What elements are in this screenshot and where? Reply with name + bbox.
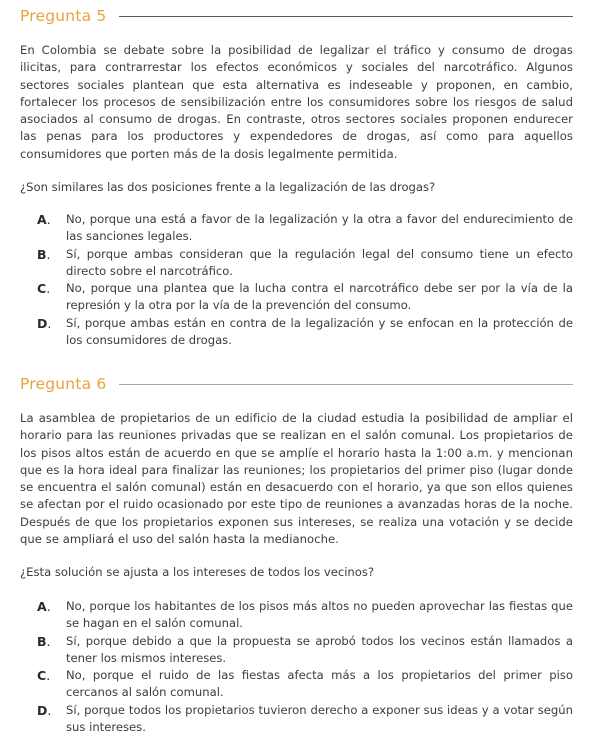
option-text: Sí, porque ambas están en contra de la legalización y se enfocan en la protección de los consumidores de drogas. [66, 315, 573, 348]
option-letter: B. [37, 633, 51, 649]
option-letter: A. [37, 212, 51, 227]
option-text: No, porque una está a favor de la legalización y la otra a favor del endurecimiento de las sanciones legales. [66, 212, 573, 244]
question-5-title: Pregunta 5 [20, 7, 107, 25]
section-divider [119, 384, 574, 385]
question-6-title: Pregunta 6 [20, 375, 107, 393]
option-text: Sí, porque todos los propietarios tuvieron derecho a exponer sus ideas y a votar según sus intereses. [66, 702, 573, 735]
option-letter: C. [37, 281, 51, 297]
option-text: No, porque el ruido de las fiestas afecta más a los propietarios del primer piso cercanos al salón comunal. [66, 668, 573, 700]
option-text: Sí, porque debido a que la propuesta se aprobó todos los vecinos están llamados a tener los mismos intereses. [66, 633, 573, 665]
option-letter: A. [37, 599, 51, 614]
option-c[interactable] [37, 667, 573, 702]
option-d[interactable] [37, 702, 573, 737]
option-text: No, porque una plantea que la lucha contra el narcotráfico debe ser por la vía de la represión y la otra por la vía de la prevención del consumo. [66, 281, 573, 313]
question-5-passage: En Colombia se debate sobre la posibilidad de legalizar el tráfico y consumo de drogas ilicitas, para contrarrestar los efectos económicos y sociales del narcotráfico. Algunos sectores sociales plantean que esta alternativa es indeseable y proponen, en cambio, fortalecer los procesos de sensibilización entre los consumidores sobre los riesgos de salud asociados al consumo de drogas. En contraste, otros sectores sociales proponen endurecer las penas para los productores y expendedores de drogas, así como para aquellos consumidores que porten más de la dosis legalmente permitida. [20, 43, 573, 161]
question-5-stem: ¿Son similares las dos posiciones frente a la legalización de las drogas? [20, 180, 436, 194]
option-c[interactable] [37, 280, 573, 315]
option-b[interactable] [37, 246, 573, 281]
option-letter: D. [37, 702, 52, 718]
option-letter: D. [37, 315, 52, 331]
option-d[interactable] [37, 315, 573, 350]
option-text: No, porque los habitantes de los pisos más altos no pueden aprovechar las fiestas que se hagan en el salón comunal. [66, 599, 573, 631]
question-6-passage: La asamblea de propietarios de un edificio de la ciudad estudia la posibilidad de ampliar el horario para las reuniones privadas que se realizan en el salón comunal. Los propietarios de los pisos altos están de acuerdo en que se amplíe el horario hasta la 1:00 a.m. y mencionan que es la hora ideal para finalizar las reuniones; los propietarios del primer piso (lugar donde se encuentra el salón comunal) están en desacuerdo con el horario, ya que son ellos quienes se afectan por el ruido ocasionado por este tipo de reuniones a avanzadas horas de la noche. Después de que los propietarios exponen sus intereses, se realiza una votación y se decide que se ampliará el uso del salón hasta la medianoche. [20, 411, 573, 547]
question-6-options [37, 598, 573, 736]
option-letter: C. [37, 668, 51, 684]
question-6-stem: ¿Esta solución se ajusta a los intereses de todos los vecinos? [20, 565, 375, 579]
option-text: Sí, porque ambas consideran que la regulación legal del consumo tiene un efecto directo sobre el narcotráfico. [66, 246, 573, 278]
question-5-options [37, 211, 573, 349]
question-5-header [20, 7, 573, 25]
option-letter: B. [37, 246, 51, 262]
option-b[interactable] [37, 633, 573, 668]
option-a[interactable] [37, 211, 573, 246]
section-divider [119, 16, 574, 17]
question-6-header [20, 375, 573, 393]
option-a[interactable] [37, 598, 573, 633]
